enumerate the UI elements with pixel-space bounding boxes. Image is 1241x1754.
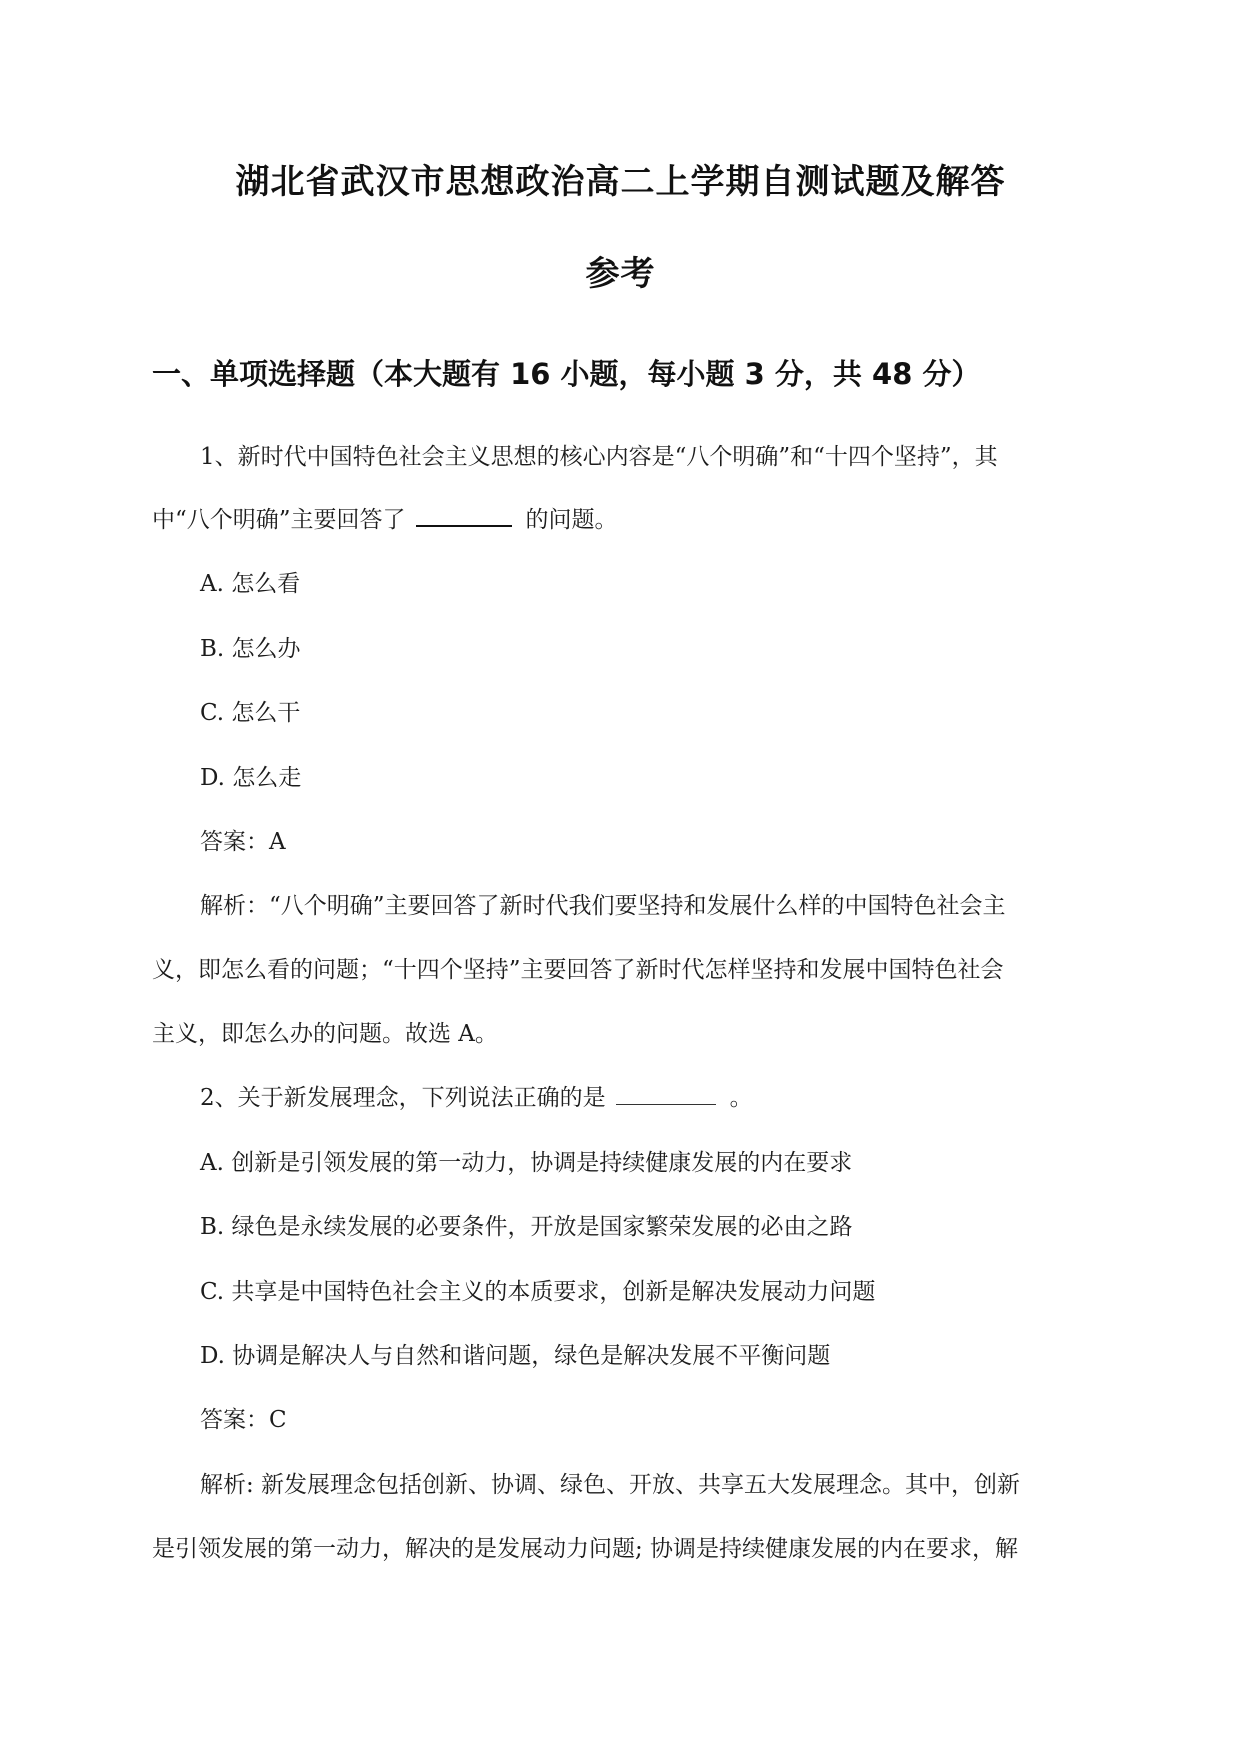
question-2-stem <box>200 1083 753 1113</box>
question-1-stem-line-1: 1、新时代中国特色社会主义思想的核心内容是“八个明确”和“十四个坚持”，其 <box>200 444 998 470</box>
question-2-analysis-line-2: 是引领发展的第一动力，解决的是发展动力问题; 协调是持续健康发展的内在要求，解 <box>152 1536 1019 1562</box>
question-1-stem-text: 中“八个明确”主要回答了 <box>152 507 406 533</box>
answer-blank <box>416 505 512 527</box>
question-1-stem-suffix: 的问题。 <box>525 507 618 533</box>
question-2-option-b: B. 绿色是永续发展的必要条件，开放是国家繁荣发展的必由之路 <box>200 1214 853 1240</box>
document-title-continued: 参考 <box>585 254 656 294</box>
question-1-analysis-line-1: 解析：“八个明确”主要回答了新时代我们要坚持和发展什么样的中国特色社会主 <box>200 893 1006 919</box>
question-2-option-d: D. 协调是解决人与自然和谐问题，绿色是解决发展不平衡问题 <box>200 1343 831 1369</box>
question-1-option-b: B. 怎么办 <box>200 636 301 662</box>
section-heading: 一、单项选择题（本大题有 16 小题，每小题 3 分，共 48 分） <box>152 357 981 391</box>
answer-blank <box>616 1084 716 1105</box>
question-1-option-a: A. 怎么看 <box>200 571 301 597</box>
question-2-option-c: C. 共享是中国特色社会主义的本质要求，创新是解决发展动力问题 <box>200 1279 876 1305</box>
question-2-analysis-line-1: 解析: 新发展理念包括创新、协调、绿色、开放、共享五大发展理念。其中，创新 <box>200 1472 1021 1498</box>
question-2-stem-text: 2、关于新发展理念，下列说法正确的是 <box>200 1085 606 1111</box>
question-1-option-c: C. 怎么干 <box>200 700 301 726</box>
document-title: 湖北省武汉市思想政治高二上学期自测试题及解答 <box>235 162 1006 202</box>
question-2-answer: 答案：C <box>200 1407 287 1433</box>
question-1-option-d: D. 怎么走 <box>200 765 302 791</box>
question-2-option-a: A. 创新是引领发展的第一动力，协调是持续健康发展的内在要求 <box>200 1150 853 1176</box>
question-1-answer: 答案：A <box>200 829 286 855</box>
question-1-analysis-line-3: 主义，即怎么办的问题。故选 A。 <box>152 1021 498 1047</box>
question-1-stem-line-2 <box>152 505 618 535</box>
question-1-analysis-line-2: 义，即怎么看的问题；“十四个坚持”主要回答了新时代怎样坚持和发展中国特色社会 <box>152 957 1004 983</box>
question-2-stem-suffix: 。 <box>729 1085 753 1111</box>
